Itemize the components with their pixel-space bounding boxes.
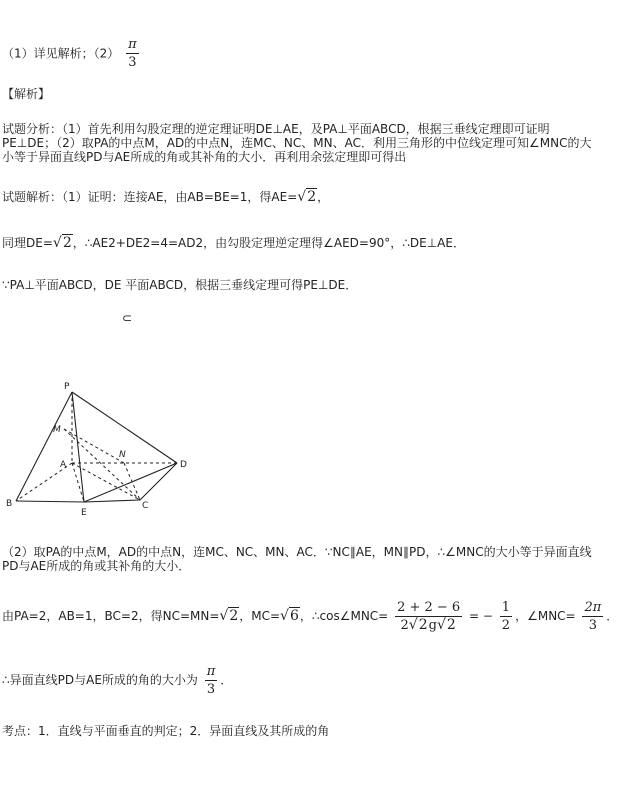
half-fraction: $\frac{1}{2}$ bbox=[501, 600, 511, 633]
pyramid-figure bbox=[0, 375, 200, 520]
label-D: D bbox=[180, 460, 187, 470]
edge-CD bbox=[140, 463, 177, 500]
edge-BE bbox=[16, 501, 84, 502]
part2-line-1: （2）取PA的中点M，AD的中点N，连MC、NC、MN、AC．∵NC∥AE，MN∥PD，∴∠MNC的大小等于异面直线 bbox=[2, 545, 592, 559]
conclusion-fraction: $\frac{\pi}{3}$ bbox=[206, 664, 216, 697]
analysis-heading: 【解析】 bbox=[2, 87, 51, 101]
sqrt-6: √6 bbox=[280, 608, 299, 624]
edge-NC bbox=[124, 463, 140, 500]
solution-line-2: 同理DE=√2，∴AE2+DE2=4=AD2，由勾股定理逆定理得∠AED=90°，∴DE⊥AE． bbox=[2, 235, 465, 251]
kaodian-line: 考点：1．直线与平面垂直的判定；2．异面直线及其所成的角 bbox=[2, 724, 330, 738]
angle-fraction: $\frac{2\pi}{3}$ bbox=[584, 600, 602, 633]
analysis-line-2: PE⊥DE；（2）取PA的中点M，AD的中点N，连MC、NC、MN、AC．利用三角形的中位线定理可知∠MNC的大 bbox=[2, 136, 592, 150]
analysis-line-3: 小等于异面直线PD与AE所成的角或其补角的大小．再利用余弦定理即可得出 bbox=[2, 150, 407, 164]
label-E: E bbox=[81, 508, 87, 518]
analysis-line-1: 试题分析：（1）首先利用勾股定理的逆定理证明DE⊥AE，及PA⊥平面ABCD，根据三垂线定理即可证明 bbox=[2, 122, 550, 136]
label-B: B bbox=[6, 499, 13, 509]
answer-part1: （1）详见解析；（2） bbox=[2, 46, 120, 61]
cos-fraction: $\frac{2 + 2 - 6}{2√2g√2}$ bbox=[397, 600, 461, 633]
edge-PB bbox=[16, 392, 72, 501]
answer-line bbox=[2, 36, 142, 71]
edge-EC bbox=[84, 500, 140, 502]
answer-fraction: $\frac{\pi}{3}$ bbox=[128, 37, 137, 70]
part2-line-2: PD与AE所成的角或其补角的大小． bbox=[2, 559, 191, 573]
edge-MN bbox=[64, 429, 124, 463]
label-C: C bbox=[142, 501, 149, 511]
edge-ED bbox=[84, 463, 177, 502]
conclusion-line: ∴异面直线PD与AE所成的角的大小为 $\frac{\pi}{3}$ ． bbox=[2, 664, 233, 697]
label-P: P bbox=[64, 382, 70, 392]
part2-calc-line: 由PA=2，AB=1，BC=2，得NC=MN=√2，MC=√6，∴cos∠MNC= $\frac{2 + 2 - 6}{2√2g√2}$ = − $\frac{1}{2}$ ，∠MNC= $\frac{2\pi}{3}$ ． bbox=[2, 600, 619, 633]
subset-symbol: ⊂ bbox=[122, 311, 133, 325]
solution-line-1: 试题解析：（1）证明：连接AE，由AB=BE=1，得AE=√2， bbox=[2, 189, 330, 205]
sqrt-2: √2 bbox=[52, 235, 72, 251]
sqrt-2: √2 bbox=[219, 608, 239, 624]
edge-PE bbox=[72, 392, 84, 502]
label-A: A bbox=[60, 460, 67, 470]
sqrt-2: √2 bbox=[297, 189, 317, 205]
edge-MC bbox=[64, 429, 140, 500]
label-N: N bbox=[119, 450, 126, 460]
label-M: M bbox=[53, 425, 61, 435]
solution-line-3: ∵PA⊥平面ABCD，DE 平面ABCD，根据三垂线定理可得PE⊥DE． bbox=[2, 278, 358, 292]
